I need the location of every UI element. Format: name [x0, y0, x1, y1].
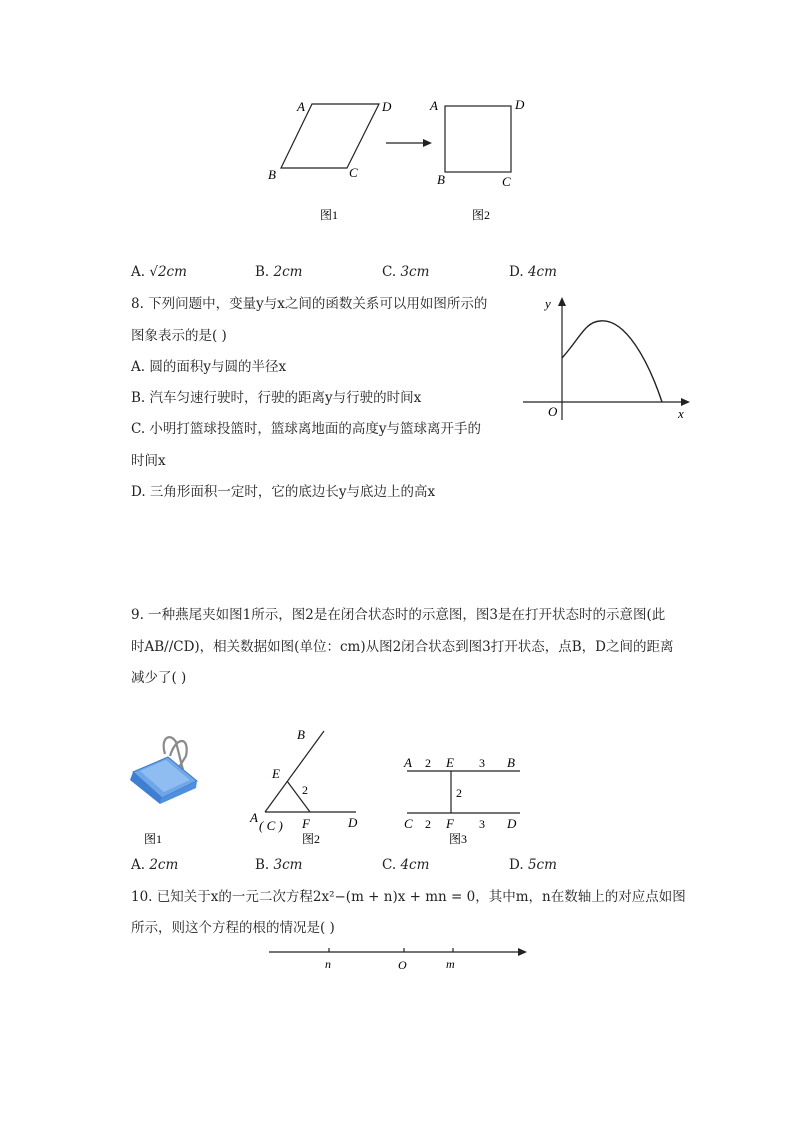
- fig3-length-fd: 3: [479, 817, 485, 831]
- fig2-label-b: B: [297, 727, 305, 742]
- q8-option-c[interactable]: C. 小明打篮球投篮时，篮球离地面的高度y与篮球离开手的: [131, 421, 482, 437]
- q9-fig3-caption: 图3: [449, 832, 468, 846]
- q9-fig1-caption: 图1: [144, 832, 163, 846]
- fig2-label-e: E: [272, 766, 280, 781]
- option-letter: C.: [382, 264, 397, 280]
- number-line-arrow: [518, 948, 527, 956]
- point-n-label: n: [325, 957, 331, 971]
- fig3-length-ef: 2: [456, 786, 462, 800]
- fig3-length-ae: 2: [425, 756, 431, 770]
- fig3-label-c: C: [404, 816, 413, 831]
- fig2-label-f: F: [302, 816, 310, 831]
- option-value: 5cm: [527, 857, 557, 873]
- q8-option-c-cont: 时间x: [131, 453, 166, 469]
- option-letter: C.: [382, 857, 397, 873]
- fig3-label-b: B: [507, 755, 515, 770]
- option-letter: A.: [131, 857, 146, 873]
- option-letter: A.: [131, 264, 146, 280]
- q8-option-b[interactable]: B. 汽车匀速行驶时，行驶的距离y与行驶的时间x: [131, 390, 422, 406]
- fig1-caption: 图1: [320, 208, 339, 222]
- y-axis-label: y: [545, 296, 551, 311]
- q9-stem-line1: 9. 一种燕尾夹如图1所示，图2是在闭合状态时的示意图，图3是在打开状态时的示意图(此: [131, 607, 666, 623]
- fig1-label-d: D: [382, 99, 392, 114]
- fig3-label-f: F: [446, 816, 454, 831]
- option-value: 2cm: [149, 857, 179, 873]
- fig3-label-e: E: [446, 755, 454, 770]
- point-o-label: O: [398, 958, 407, 972]
- fig2-caption: 图2: [472, 208, 491, 222]
- fig2-label-d: D: [348, 815, 358, 830]
- q10-stem-line1: 10. 已知关于x的一元二次方程2x²−(m + n)x + mn = 0，其中m，n在数轴上的对应点如图: [131, 889, 686, 905]
- fig2-label-c: ( C ): [259, 818, 283, 833]
- option-value: 4cm: [527, 264, 557, 280]
- q8-stem-line2: 图象表示的是( ): [131, 328, 227, 344]
- fig3-length-cf: 2: [425, 817, 431, 831]
- option-value: 4cm: [400, 857, 430, 873]
- fig1-label-b: B: [268, 167, 276, 182]
- option-value: 3cm: [400, 264, 430, 280]
- fig3-length-eb: 3: [479, 756, 485, 770]
- fig2-length-ef: 2: [302, 783, 308, 797]
- option-value: 3cm: [273, 857, 303, 873]
- fig3-label-d: D: [507, 816, 517, 831]
- fig1-label-a: A: [297, 99, 305, 114]
- q8-stem-line1: 8. 下列问题中，变量y与x之间的函数关系可以用如图所示的: [131, 296, 488, 312]
- x-axis-label: x: [678, 406, 684, 421]
- q10-stem-line2: 所示，则这个方程的根的情况是( ): [131, 920, 335, 936]
- fig1-label-c: C: [349, 165, 358, 180]
- q8-option-a[interactable]: A. 圆的面积y与圆的半径x: [131, 359, 287, 375]
- option-letter: B.: [255, 264, 270, 280]
- fig3-label-a: A: [404, 755, 412, 770]
- option-value: 2cm: [273, 264, 303, 280]
- q9-fig2-caption: 图2: [302, 832, 321, 846]
- fig2-label-b: B: [437, 172, 445, 187]
- origin-label: O: [548, 404, 558, 419]
- fig2-label-d: D: [515, 97, 525, 112]
- point-m-label: m: [446, 957, 455, 971]
- option-letter: D.: [509, 264, 524, 280]
- fig2-label-c: C: [502, 174, 511, 189]
- fig2-label-a: A: [430, 98, 438, 113]
- option-letter: B.: [255, 857, 270, 873]
- fig2-label-a: A: [250, 810, 258, 825]
- option-letter: D.: [509, 857, 524, 873]
- option-value: √2cm: [149, 264, 187, 280]
- q9-stem-line3: 减少了( ): [131, 670, 187, 686]
- q9-stem-line2: 时AB//CD)，相关数据如图(单位：cm)从图2闭合状态到图3打开状态，点B，D之间的距离: [131, 639, 674, 655]
- q8-option-d[interactable]: D. 三角形面积一定时，它的底边长y与底边上的高x: [131, 484, 436, 500]
